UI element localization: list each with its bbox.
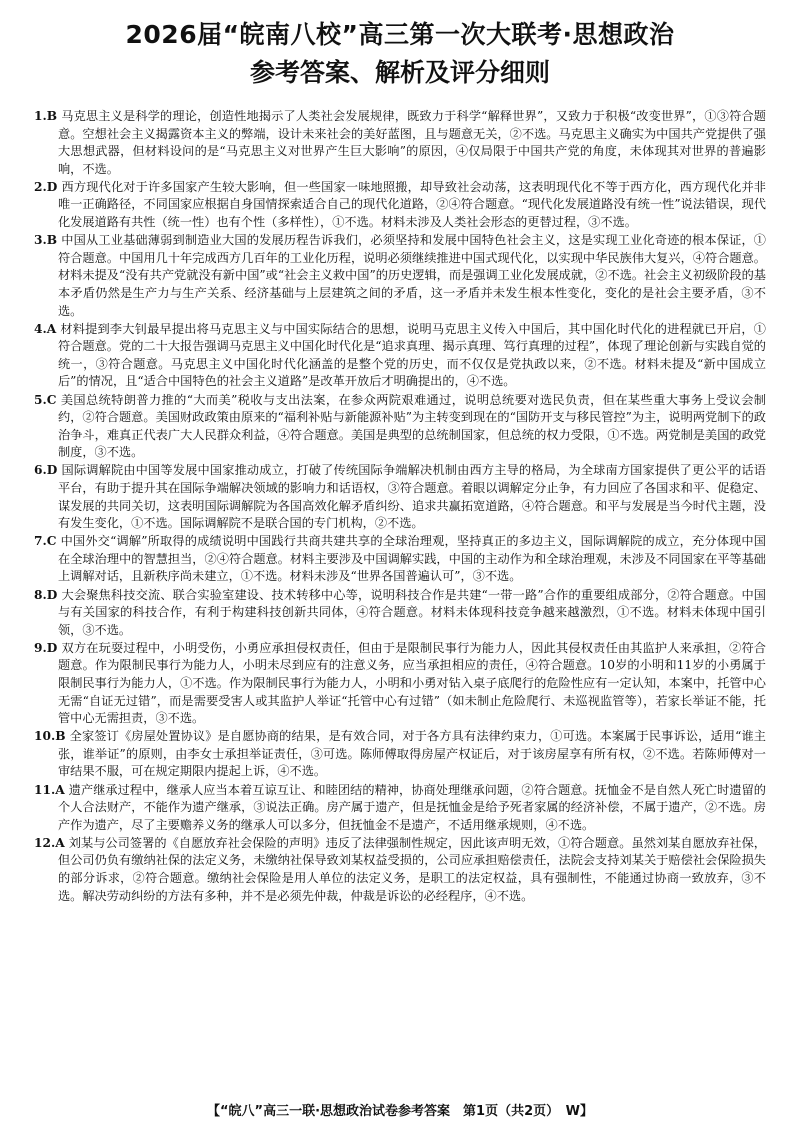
answer-item-1	[34, 108, 766, 178]
item-number: 1.	[34, 109, 47, 123]
item-answer: C	[46, 534, 57, 549]
answer-item-12	[34, 835, 766, 905]
item-answer: D	[46, 179, 58, 194]
answer-item-8	[34, 587, 766, 640]
item-explanation: 国际调解院由中国等发展中国家推动成立，打破了传统国际争端解决机制由西方主导的格局，为全球南方国家提供了更公平的话语平台，有助于提升其在国际争端解决领域的影响力和话语权，③符合题意。着眼以调解定分止争，有力回应了各国求和平、促稳定、谋发展的共同关切，这表明国际调解院为各国高效化解矛盾纠纷、追求共赢拓宽道路，④符合题意。和平与发展是当今时代主题，没有发生变化，①不选。国际调解院不是联合国的专门机构，②不选。	[58, 463, 766, 531]
item-answer: B	[46, 233, 58, 248]
answer-item-2	[34, 179, 766, 232]
item-answer: A	[55, 835, 65, 850]
page-title: 2026届“皖南八校”高三第一次大联考·思想政治	[125, 20, 675, 49]
item-number: 6.	[34, 463, 47, 478]
item-explanation: 中国从工业基础薄弱到制造业大国的发展历程告诉我们，必须坚持和发展中国特色社会主义，这是实现工业化奇迹的根本保证，①符合题意。中国用几十年完成西方几百年的工业化历程，说明必须继续推进中国式现代化，以实现中华民族伟大复兴，④符合题意。材料未提及“没有共产党就没有新中国”或“社会主义救中国”的历史逻辑，而是强调工业化发展成就，②不选。社会主义初级阶段的基本矛盾仍然是生产力与生产关系、经济基础与上层建筑之间的矛盾，这一矛盾并未发生根本性变化，变化的是社会主要矛盾，③不选。	[58, 233, 766, 318]
item-explanation: 遗产继承过程中，继承人应当本着互谅互让、和睦团结的精神，协商处理继承问题，②符合题意。抚恤金不是自然人死亡时遗留的个人合法财产，不能作为遗产继承，③说法正确。房产属于遗产，但是抚恤金是给予死者家属的经济补偿，不属于遗产，②不选。房产作为遗产，尽了主要赡养义务的继承人可以多分，但抚恤金不是遗产，不适用继承规则，④不选。	[58, 782, 766, 832]
answer-item-11	[34, 782, 766, 835]
item-answer: A	[46, 321, 57, 336]
item-number: 5.	[34, 392, 47, 407]
page-subtitle: 参考答案、解析及评分细则	[249, 58, 550, 87]
answer-item-7	[34, 533, 766, 586]
item-explanation: 马克思主义是科学的理论，创造性地揭示了人类社会发展规律，既致力于科学“解释世界”，又致力于积极“改变世界”，①③符合题意。空想社会主义揭露资本主义的弊端，设计未来社会的美好蓝图，且与题意无关，②不选。马克思主义确实为中国共产党提供了强大思想武器，但材料设问的是“马克思主义对世界产生巨大影响”的原因，④仅局限于中国共产党的角度，未体现其对世界的普遍影响，不选。	[58, 109, 766, 176]
item-explanation: 双方在玩耍过程中，小明受伤，小勇应承担侵权责任，但由于是限制民事行为能力人，因此其侵权责任由其监护人来承担，②符合题意。作为限制民事行为能力人，小明未尽到应有的注意义务，应当承担相应的责任，④符合题意。10岁的小明和11岁的小勇属于限制民事行为能力人，①不选。作为限制民事行为能力人，小明和小勇对钻入桌子底爬行的危险性应有一定认知，本案中，托管中心无需“自证无过错”，而是需要受害人或其监护人举证“托管中心有过错”（如未制止危险爬行、未巡视监管等），若家长举证不能，托管中心无需担责，③不选。	[58, 640, 766, 726]
item-answer: C	[46, 392, 57, 407]
item-answer: A	[55, 782, 65, 797]
answer-item-3	[34, 232, 766, 320]
answer-item-4	[34, 321, 766, 391]
item-number: 7.	[34, 534, 47, 549]
page-footer: 【“皖八”高三一联·思想政治试卷参考答案 第1页（共2页） W】	[207, 1104, 593, 1119]
item-answer: D	[46, 640, 58, 655]
answer-item-9	[34, 640, 766, 728]
item-explanation: 西方现代化对于许多国家产生较大影响，但一些国家一味地照搬，却导致社会动荡，这表明现代化不等于西方化，西方现代化并非唯一正确路径，不同国家应根据自身国情探索适合自己的现代化道路，②④符合题意。“现代化发展道路没有统一性”说法错误，现代化发展道路有共性（统一性）也有个性（多样性），①不选。材料未涉及人类社会形态的更替过程，③不选。	[58, 179, 766, 230]
item-answer: D	[46, 587, 58, 602]
item-answer: B	[46, 109, 58, 123]
answer-item-5	[34, 392, 766, 462]
item-number: 12.	[34, 835, 56, 850]
item-explanation: 材料提到李大钊最早提出将马克思主义与中国实际结合的思想，说明马克思主义传入中国后，其中国化时代化的进程就已开启，①符合题意。党的二十大报告强调马克思主义中国化时代化是“追求真理、揭示真理、笃行真理的过程”，体现了理论创新与实践自觉的统一，③符合题意。马克思主义中国化时代化涵盖的是整个党的历史，而不仅仅是党执政以来，②不选。材料未提及“新中国成立后”的情况，且“适合中国特色的社会主义道路”是改革开放后才明确提出的，④不选。	[58, 321, 766, 389]
item-number: 11.	[34, 782, 56, 797]
item-number: 3.	[34, 233, 47, 248]
item-explanation: 全家签订《房屋处置协议》是自愿协商的结果，是有效合同，对于各方具有法律约束力，①可选。本案属于民事诉讼，适用“谁主张，谁举证”的原则，由李女士承担举证责任，③可选。陈师傅取得房屋产权证后，对于该房屋享有所有权，②不选。若陈师傅对一审结果不服，可在规定期限内提起上诉，④不选。	[58, 729, 766, 779]
item-answer: B	[55, 729, 66, 744]
item-number: 2.	[34, 179, 47, 194]
item-explanation: 大会聚焦科技交流、联合实验室建设、技术转移中心等，说明科技合作是共建“一带一路”合作的重要组成部分，②符合题意。中国与有关国家的科技合作，有利于构建科技创新共同体，④符合题意。材料未体现科技竞争越来越激烈，①不选。材料未体现中国引领，③不选。	[58, 587, 766, 637]
answer-item-6	[34, 462, 766, 532]
item-answer: D	[46, 463, 58, 478]
item-explanation: 美国总统特朗普力推的“大而美”税收与支出法案，在参众两院艰难通过，说明总统要对选民负责，但在某些重大事务上受议会制约，②符合题意。美国财政政策由原来的“福利补贴与新能源补贴”为主转变到现在的“国防开支与移民管控”为主，说明两党制下的政治争斗，难真正代表广大人民群众利益，④符合题意。美国是典型的总统制国家，但总统的权力受限，①不选。两党制是美国的政党制度，③不选。	[58, 392, 766, 460]
item-explanation: 刘某与公司签署的《自愿放弃社会保险的声明》违反了法律强制性规定，因此该声明无效，①符合题意。虽然刘某自愿放弃社保，但公司仍负有缴纳社保的法定义务，未缴纳社保导致刘某权益受损的，公司应承担赔偿责任，法院会支持刘某关于赔偿社会保险损失的部分诉求，②符合题意。缴纳社会保险是用人单位的法定义务，是职工的法定权益，具有强制性，不能通过协商一致放弃，③不选。解决劳动纠纷的方法有多种，并不是必须先仲裁，仲裁是诉讼的必经程序，④不选。	[58, 835, 766, 903]
answer-item-10	[34, 728, 766, 781]
item-number: 8.	[34, 587, 47, 602]
item-number: 9.	[34, 640, 47, 655]
item-explanation: 中国外交“调解”所取得的成绩说明中国践行共商共建共享的全球治理观，坚持真正的多边主义，国际调解院的成立，充分体现中国在全球治理中的智慧担当，②④符合题意。材料主要涉及中国调解实践，中国的主动作为和全球治理观，未涉及不同国家在平等基础上调解对话，且新秩序尚未建立，①不选。材料未涉及“世界各国普遍认可”，③不选。	[58, 534, 766, 584]
item-number: 10.	[34, 729, 56, 744]
item-number: 4.	[34, 321, 47, 336]
answer-list	[34, 108, 766, 905]
